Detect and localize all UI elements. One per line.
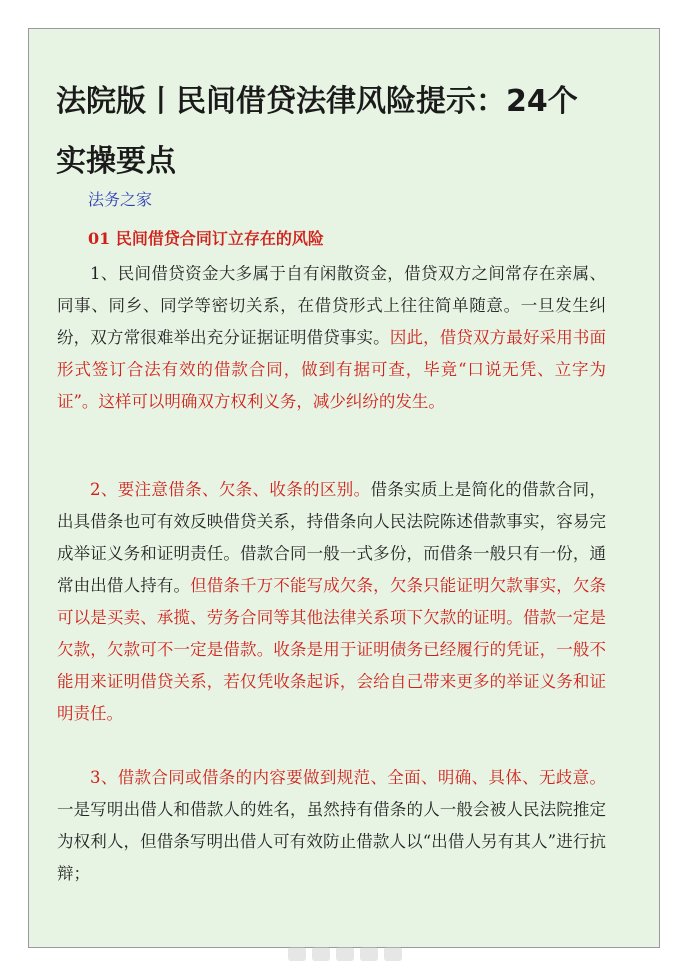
paragraph-3-lead: 3、借款合同或借条的内容要做到规范、全面、明确、具体、无歧意。 bbox=[90, 768, 606, 787]
paragraph-1 bbox=[57, 258, 606, 418]
paragraph-2-lead: 2、要注意借条、欠条、收条的区别。 bbox=[90, 480, 371, 499]
paragraph-1-emphasis: 因此，借贷双方最好采用书面形式签订合法有效的借款合同，做到有据可查，毕竟“口说无凭、立字为证”。这样可以明确双方权利义务，减少纠纷的发生。 bbox=[57, 328, 606, 411]
paragraph-2-emphasis: 但借条千万不能写成欠条，欠条只能证明欠款事实，欠条可以是买卖、承揽、劳务合同等其他法律关系项下欠款的证明。借款一定是欠款，欠款可不一定是借款。收条是用于证明债务已经履行的凭证，一般不能用来证明借贷关系，若仅凭收条起诉，会给自己带来更多的举证义务和证明责任。 bbox=[57, 576, 606, 723]
paragraph-2 bbox=[57, 474, 606, 730]
watermark bbox=[270, 944, 420, 964]
watermark-glyph bbox=[384, 947, 402, 961]
paragraph-1-text: 1、民间借贷资金大多属于自有闲散资金，借贷双方之间常存在亲属、同事、同乡、同学等密切关系，在借贷形式上往往简单随意。一旦发生纠纷，双方常很难举出充分证据证明借贷事实。 bbox=[57, 264, 606, 347]
watermark-glyph bbox=[336, 947, 354, 961]
article-title: 法院版丨民间借贷法律风险提示：24个实操要点 bbox=[56, 84, 578, 179]
watermark-glyph bbox=[360, 947, 378, 961]
paragraph-2-text: 借条实质上是简化的借款合同，出具借条也可有效反映借贷关系，持借条向人民法院陈述借款事实，容易完成举证义务和证明责任。借款合同一般一式多份，而借条一般只有一份，通常由出借人持有。 bbox=[57, 480, 607, 595]
section-heading: 01 民间借贷合同订立存在的风险 bbox=[88, 229, 324, 248]
article-source: 法务之家 bbox=[88, 190, 153, 209]
watermark-glyph bbox=[288, 947, 306, 961]
watermark-glyph bbox=[312, 947, 330, 961]
paragraph-3-text: 一是写明出借人和借款人的姓名，虽然持有借条的人一般会被人民法院推定为权利人，但借条写明出借人可有效防止借款人以“出借人另有其人”进行抗辩； bbox=[57, 800, 606, 883]
paragraph-3 bbox=[57, 762, 606, 890]
